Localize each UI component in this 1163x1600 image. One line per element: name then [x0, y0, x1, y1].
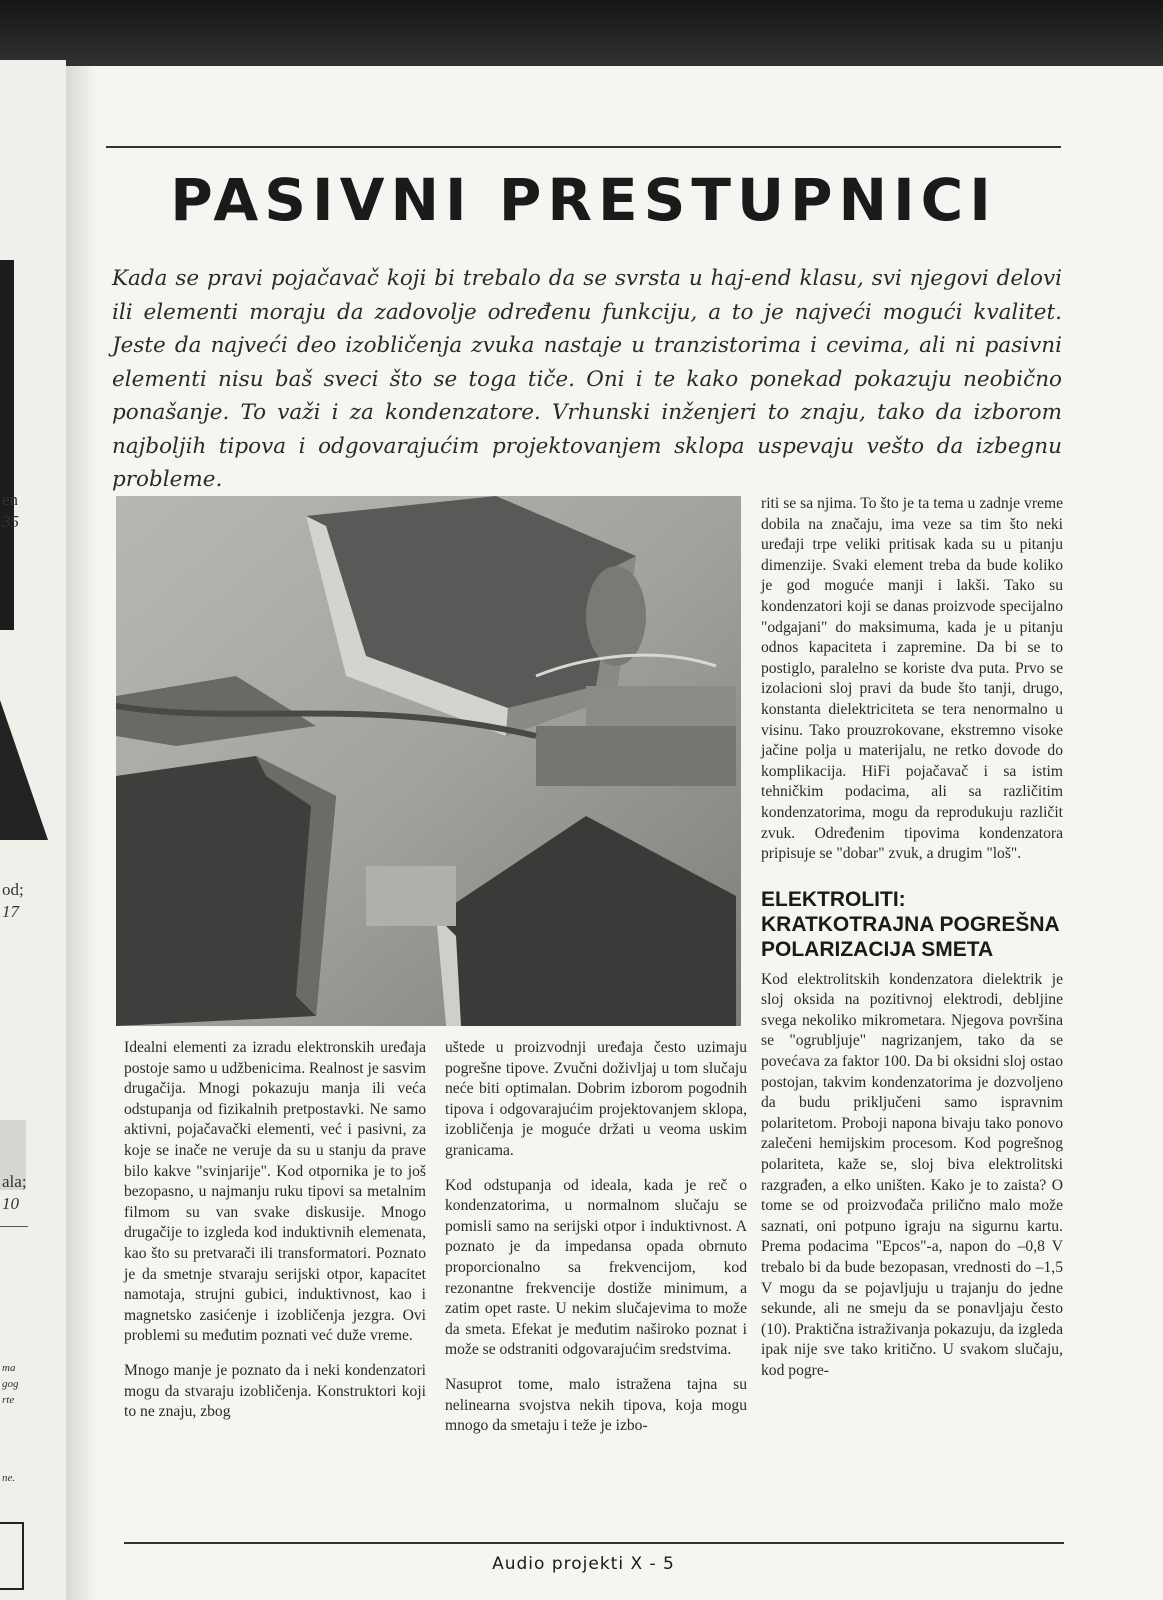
- facing-page-fragment: ne.: [2, 1472, 16, 1484]
- facing-page-fragment: od;: [2, 880, 24, 899]
- paragraph: Idealni elementi za izradu elektronskih uređaja postoje samo u udžbenicima. Realnost je sasvim drugačija. Mnogi pokazuju manja ili veća odstupanja od fizikalnih pretpostavki. Ne samo aktivni, pojačavački elementi, već i pasivni, za koje se inače ne veruje da su u stanju da prave bilo kakve "svinjarije". Kod otpornika je to još bezopasno, u najmanju ruku tipovi sa metalnim filmom su van svake diskusije. Mnogo drugačije to izgleda kod induktivnih elemenata, kao što su pretvarači ili transformatori. Poznato je da smetnje stvaraju serijski otpor, kapacitet namotaja, strujni gubici, induktivnost, kao i magnetsko zasićenje i izobličenja jezgra. Ovi problemi su međutim poznati već duže vreme.: [124, 1039, 426, 1345]
- article-photo: [116, 496, 741, 1026]
- paragraph: Mnogo manje je poznato da i neki kondenzatori mogu da stvaraju izobličenja. Konstruktori koji to ne znaju, zbog: [124, 1361, 426, 1421]
- paragraph: Kod elektrolitskih kondenzatora dielektrik je sloj oksida na pozitivnoj elektrodi, debljine svega nekoliko mikrometara. Njegova površina se "ogrubljuje" nagrizanjem, tako da se povećava za faktor 100. Da bi oksidni sloj ostao postojan, takvim kondenzatorima je dozvoljeno da budu priključeni samo ispravnim polaritetom. Proboji napona bivaju tako ponovo zalečeni hemijskim procesom. Kod pogrešnog polariteta, kaže se, sloj biva elektrolitski razgrađen, a elko uništen. Kako je to zaista? O tome se od proizvođača prilično malo može saznati, oni potpuno igraju na sigurnu kartu. Prema podacima "Epcos"-a, napon do –0,8 V trebalo bi da bude bezopasan, vrednosti do –1,5 V mogu da se pojavljuju u trajanju do jedne sekunde, ali ne smeju da se ponavljaju često (10). Praktična istraživanja pokazuju, da izgleda ipak nije sve tako kritično. U svakom slučaju, kod pogre-: [761, 970, 1063, 1379]
- column-3: [761, 494, 1063, 1396]
- paragraph: riti se sa njima. To što je ta tema u zadnje vreme dobila na značaju, ima veze sa tim što neki uređaji trpe veliki pritisak kada su u pitanju dimenzije. Svaki element treba da bude koliko je god moguće manji i lakši. Tako su kondenzatori koji se danas proizvode specijalno "odgajani" do maksimuma, kada je u pitanju odnos kapaciteta i zapremine. Da bi se to postiglo, paralelno se koriste dva puta. Prvo se izolacioni sloj pravi da bude što tanji, drugo, konstanta dielektriciteta se tera nenormalno u visinu. Tako prouzrokovane, ekstremno visoke jačine polja u materijalu, ne retko dovode do komplikacija. HiFi pojačavač i sa istim tehničkim podacima, ali sa različitim kondenzatorima, mogu da reprodukuju različit zvuk. Određenim tipovima kondenzatora pripisuje se "dobar" zvuk, a drugim "loš".: [761, 495, 1063, 863]
- facing-page-dark-block: [0, 260, 14, 630]
- facing-page-rule: [0, 1226, 28, 1227]
- facing-page-fragment: 35: [2, 512, 19, 531]
- facing-page-fragment: 10: [2, 1194, 19, 1213]
- facing-page-fragment: ma: [2, 1362, 16, 1374]
- paragraph: Kod odstupanja od ideala, kada je reč o kondenzatorima, u normalnom slučaju se pomisli samo na serijski otpor i induktivnost. A poznato je da impedansa opada obrnuto proporcionalno sa frekvencijom, kod rezonantne frekvencije dostiže minimum, a zatim opet raste. U nekim slučajevima to može da smeta. Efekat je međutim naširoko poznat i može se odstraniti odgovarajućim sredstvima.: [445, 1176, 747, 1359]
- facing-page-fragment: ala;: [2, 1172, 27, 1191]
- article-title: PASIVNI PRESTUPNICI: [170, 166, 997, 234]
- paragraph: Nasuprot tome, malo istražena tajna su nelinearna svojstva nekih tipova, koja mogu mnogo da smetaju i teže je izbo-: [445, 1375, 747, 1435]
- column-1: [124, 1038, 426, 1437]
- page-folio: Audio projekti X - 5: [492, 1554, 675, 1574]
- article-intro: [112, 262, 1062, 497]
- facing-page-edge: [0, 60, 66, 1600]
- page-spine-shadow: [66, 66, 96, 1600]
- facing-page-fragment: gog: [2, 1378, 19, 1390]
- top-rule: [106, 146, 1061, 148]
- capacitor-photo-image: [116, 496, 741, 1026]
- column-2: [445, 1038, 747, 1451]
- magazine-page: [66, 66, 1163, 1600]
- paragraph: uštede u proizvodnji uređaja često uzimaju pogrešne tipove. Zvučni doživljaj u tom slučaju neće biti optimalan. Dobrim izborom pogodnih tipova i odgovarajućim projektovanjem sklopa, izobličenja je moguće držati u veoma uskim granicama.: [445, 1039, 747, 1159]
- facing-page-fragment: en: [2, 490, 19, 509]
- facing-page-fragment: rte: [2, 1394, 15, 1406]
- section-subheading: ELEKTROLITI: KRATKOTRAJNA POGREŠNA POLARIZACIJA SMETA: [761, 887, 1059, 961]
- scan-background: [0, 0, 1163, 70]
- facing-page-box: [0, 1522, 24, 1590]
- facing-page-triangle: [0, 700, 48, 840]
- facing-page-fragment: 17: [2, 902, 19, 921]
- bottom-rule: [124, 1542, 1064, 1544]
- intro-text: Kada se pravi pojačavač koji bi trebalo da se svrsta u haj-end klasu, svi njegovi delovi ili elementi moraju da zadovolje određenu funkciju, a to je najveći mogući kvalitet. Jeste da najveći deo izobličenja zvuka nastaje u tranzistorima i cevima, ali ni pasivni elementi nisu baš sveci što se toga tiče. Oni i te kako ponekad pokazuju neobično ponašanje. To važi i za kondenzatore. Vrhunski inženjeri to znaju, tako da izborom najboljih tipova i odgovarajućim projektovanjem sklopa uspevaju vešto da izbegnu probleme.: [112, 266, 1062, 492]
